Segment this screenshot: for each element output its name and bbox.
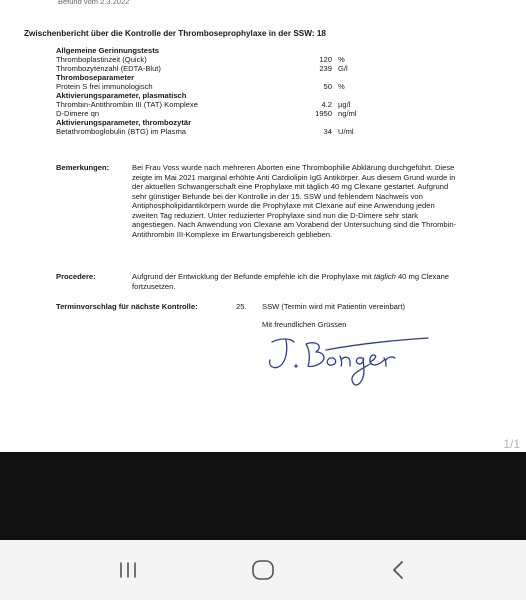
report-title: Zwischenbericht über die Kontrolle der Thromboseprophylaxe in der SSW: 18: [24, 29, 326, 38]
lab-row: [56, 100, 376, 109]
lab-row: [56, 55, 376, 64]
lab-section-heading: Thromboseparameter: [56, 73, 135, 82]
procedure-emphasis: täglich: [373, 272, 396, 281]
lab-row-value: 50: [323, 82, 332, 91]
remarks-text: Bei Frau Voss wurde nach mehreren Aborten eine Thrombophilie Abklärung durchgeführt. Diese zeigte im Mai 2021 marginal erhöhte Anti Cardiolipin IgG Antikörper. Aus diesem Grund wurde in der aktuellen Schwangerschaft eine Prophylaxe mit täglich 40 mg Clexane gestartet. Aufgrund sehr günstiger Befunde bei der Kontrolle in der 15. SSW und fehlendem Nachweis von Antiphospholipidantikörpern wurde die Prophylaxe mit Clexane auf eine Anwendung jeden zweiten Tag reduziert. Unter reduzierter Prophylaxe sind nun die D-Dimere sehr stark angestiegen. Nach Anwendung von Clexane am Vorabend der Untersuchung sind die Thrombin-Antithrombin III-Komplexe im Erwartungsbereich geblieben.: [132, 163, 457, 239]
signature: [258, 330, 438, 399]
next-appointment-label: Terminvorschlag für nächste Kontrolle:: [56, 302, 198, 311]
page-indicator: 1/1: [503, 437, 520, 451]
procedure-text: [132, 272, 462, 291]
lab-results: [56, 46, 376, 136]
lab-section-heading: Allgemeine Gerinnungstests: [56, 46, 159, 55]
lab-row-unit: ng/ml: [338, 109, 357, 118]
home-icon: [250, 559, 276, 581]
system-navigation-bar: [0, 540, 526, 600]
lab-row-value: 34: [323, 127, 332, 136]
procedure-block: [56, 272, 462, 291]
lab-row-unit: G/l: [338, 64, 348, 73]
lab-row-unit: %: [338, 55, 345, 64]
lab-row: [56, 82, 376, 91]
lab-row-unit: U/ml: [338, 127, 354, 136]
lab-row-name: Thrombozytenzahl (EDTA-Blut): [56, 64, 161, 73]
lab-row-name: Betathromboglobulin (BTG) im Plasma: [56, 127, 186, 136]
remarks-block: [56, 163, 462, 239]
next-appointment-text: SSW (Termin wird mit Patientin vereinbart): [262, 302, 406, 311]
lab-row-unit: %: [338, 82, 345, 91]
lab-row-value: 239: [319, 64, 332, 73]
procedure-text-part: 40 mg Clexane fortzusetzen.: [132, 272, 450, 291]
next-appointment-week: 25.: [236, 302, 247, 311]
greeting: Mit freundlichen Grüssen: [262, 320, 347, 329]
recent-apps-button[interactable]: [98, 548, 158, 592]
procedure-text-part: Aufgrund der Entwicklung der Befunde empfehle ich die Prophylaxe mit: [132, 272, 374, 281]
remarks-label: Bemerkungen:: [56, 163, 110, 172]
lab-row-name: Thrombin-Antithrombin III (TAT) Komplexe: [56, 100, 198, 109]
viewer-background: [0, 452, 526, 540]
lab-row-name: Thromboplastinzeit (Quick): [56, 55, 147, 64]
lab-row: [56, 127, 376, 136]
lab-row-name: Protein S frei immunologisch: [56, 82, 153, 91]
recent-apps-icon: [117, 560, 139, 580]
signature-image: [258, 330, 438, 394]
cut-off-header-line: Befund vom 2.3.2022: [58, 0, 130, 6]
lab-row-name: D-Dimere qn: [56, 109, 100, 118]
lab-row: [56, 64, 376, 73]
back-icon: [388, 559, 408, 581]
lab-row-unit: µg/l: [338, 100, 351, 109]
procedure-label: Procedere:: [56, 272, 96, 281]
lab-row-value: 1950: [315, 109, 332, 118]
back-button[interactable]: [368, 548, 428, 592]
lab-row-value: 4.2: [321, 100, 332, 109]
lab-row: [56, 109, 376, 118]
home-button[interactable]: [233, 548, 293, 592]
lab-row-value: 120: [319, 55, 332, 64]
lab-section-heading: Aktivierungsparameter, thrombozytär: [56, 118, 192, 127]
next-appointment: [56, 302, 405, 311]
lab-section-heading: Aktivierungsparameter, plasmatisch: [56, 91, 187, 100]
